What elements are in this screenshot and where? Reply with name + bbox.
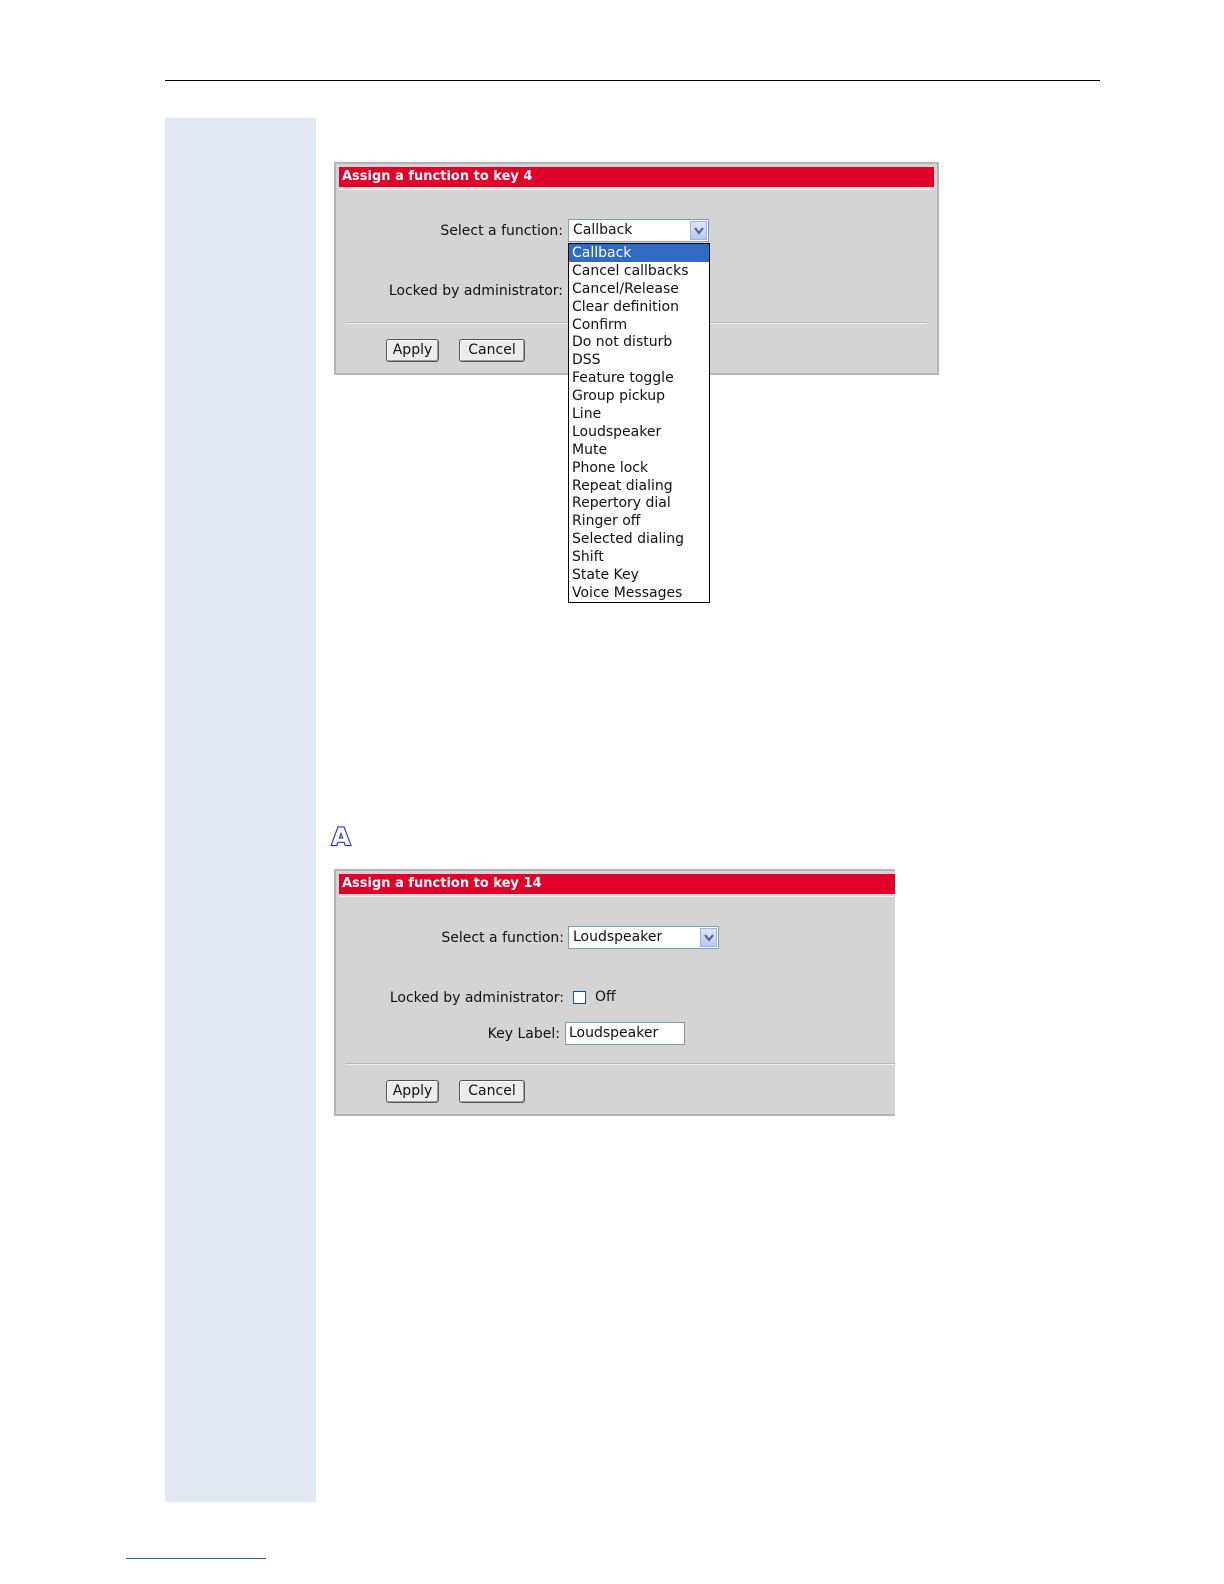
dropdown-option[interactable]: Do not disturb — [572, 334, 673, 351]
dropdown-option[interactable]: Group pickup — [572, 388, 665, 405]
apply-button[interactable]: Apply — [386, 339, 439, 362]
dropdown-option[interactable]: Cancel/Release — [572, 280, 679, 297]
key-label-label: Key Label: — [487, 1026, 560, 1042]
dropdown-option[interactable]: Feature toggle — [572, 370, 674, 387]
footer-link-rule — [126, 1558, 266, 1559]
dropdown-option[interactable]: Mute — [572, 441, 608, 458]
margin-band — [165, 118, 316, 1502]
locked-by-admin-label: Locked by administrator: — [389, 990, 564, 1006]
dropdown-option[interactable]: Shift — [572, 549, 604, 566]
function-dropdown-list[interactable] — [568, 243, 710, 603]
function-select[interactable] — [568, 219, 709, 242]
dropdown-option[interactable]: Repeat dialing — [572, 477, 673, 494]
dropdown-option[interactable]: Callback — [569, 244, 709, 262]
dropdown-option[interactable]: Voice Messages — [572, 584, 683, 601]
panel-title: Assign a function to key 4 — [339, 167, 934, 187]
dropdown-option[interactable]: Loudspeaker — [572, 423, 662, 440]
select-value: Loudspeaker — [573, 929, 663, 945]
dropdown-option[interactable]: State Key — [572, 567, 639, 584]
dropdown-option[interactable]: Selected dialing — [572, 531, 685, 548]
select-value: Callback — [573, 222, 633, 238]
dropdown-option[interactable]: Line — [572, 406, 602, 423]
panel-title: Assign a function to key 14 — [339, 874, 895, 894]
header-rule — [165, 80, 1100, 81]
select-function-label: Select a function: — [441, 930, 564, 946]
key-label-input[interactable]: Loudspeaker — [565, 1022, 685, 1045]
function-select[interactable] — [568, 926, 719, 949]
chevron-down-icon[interactable] — [690, 221, 707, 240]
dropdown-option[interactable]: Repertory dial — [572, 495, 671, 512]
chevron-down-icon[interactable] — [700, 928, 717, 947]
locked-checkbox[interactable] — [573, 991, 586, 1004]
select-function-label: Select a function: — [440, 223, 563, 239]
cancel-button[interactable]: Cancel — [459, 1080, 525, 1103]
locked-state-text: Off — [595, 989, 616, 1005]
dropdown-option[interactable]: Phone lock — [572, 459, 649, 476]
apply-button[interactable]: Apply — [386, 1080, 439, 1103]
svg-text:A: A — [331, 824, 351, 848]
locked-by-admin-label: Locked by administrator: — [388, 283, 563, 299]
dropdown-option[interactable]: Cancel callbacks — [572, 262, 689, 279]
divider — [346, 1063, 895, 1065]
cancel-button[interactable]: Cancel — [459, 339, 525, 362]
dropdown-option[interactable]: DSS — [572, 352, 601, 369]
letter-a-icon — [330, 824, 352, 848]
dropdown-option[interactable]: Clear definition — [572, 298, 679, 315]
dropdown-option[interactable]: Ringer off — [572, 513, 641, 530]
dropdown-option[interactable]: Confirm — [572, 316, 628, 333]
